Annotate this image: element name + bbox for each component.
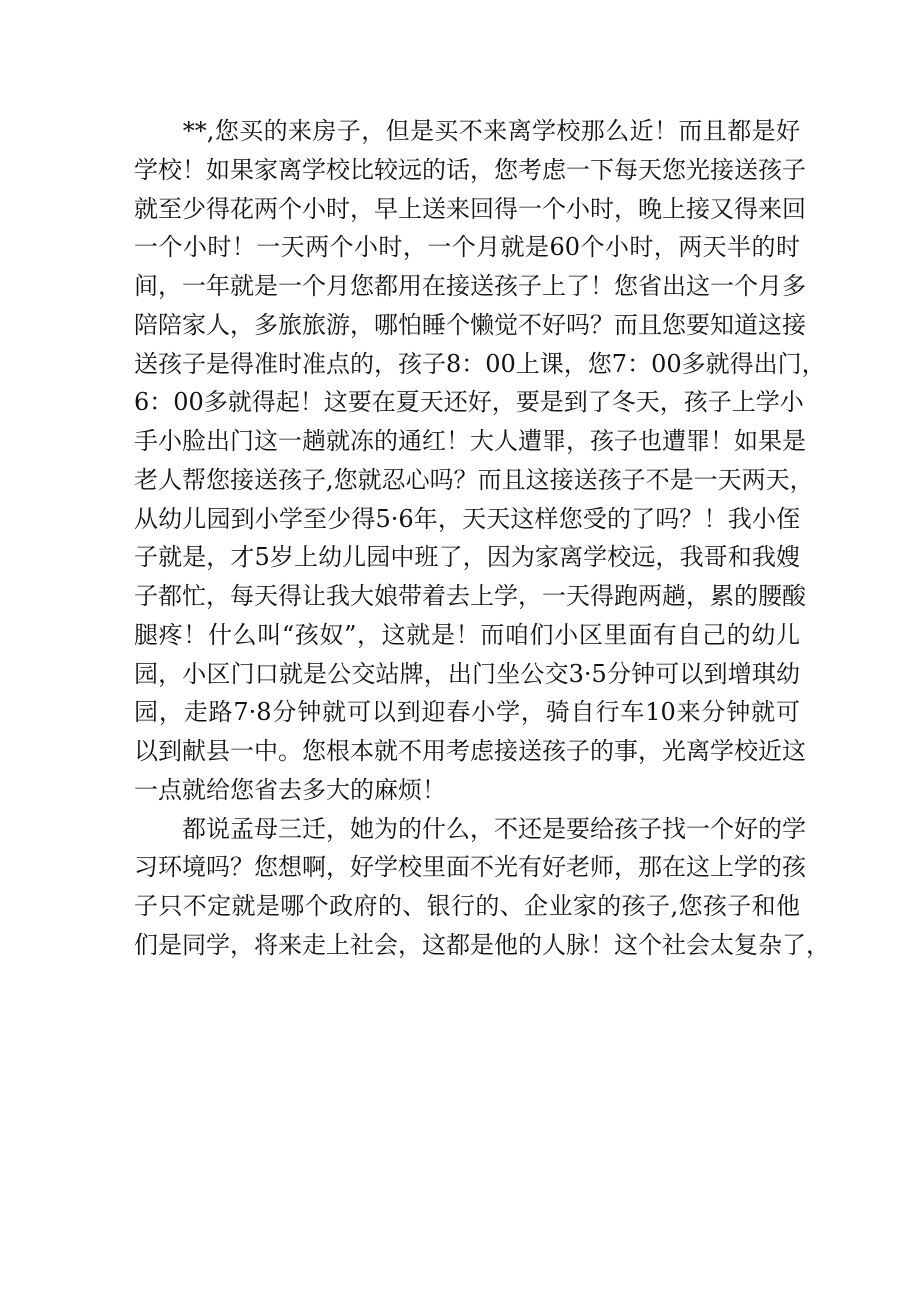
text-line: 园，小区门口就是公交站牌，出门坐公交3·5分钟可以到增琪幼 xyxy=(134,659,800,688)
paragraph-2 xyxy=(134,810,830,965)
text-line: 园，走路7·8分钟就可以到迎春小学，骑自行车10来分钟就可 xyxy=(134,698,800,727)
text-line: 习环境吗？您想啊，好学校里面不光有好老师，那在这上学的孩 xyxy=(134,853,806,882)
text-line: 老人帮您接送孩子,您就忍心吗？而且这接送孩子不是一天两天， xyxy=(134,465,814,494)
text-line: 从幼儿园到小学至少得5·6年，天天这样您受的了吗？！我小侄 xyxy=(134,504,800,533)
text-line: **,您买的来房子，但是买不来离学校那么近！而且都是好 xyxy=(134,117,800,145)
text-line: 陪陪家人，多旅旅游，哪怕睡个懒觉不好吗？而且您要知道这接 xyxy=(134,310,806,339)
text-line: 学校！如果家离学校比较远的话，您考虑一下每天您光接送孩子 xyxy=(134,155,806,184)
text-line: 间，一年就是一个月您都用在接送孩子上了！您省出这一个月多 xyxy=(134,272,806,300)
text-line: 一点就给您省去多大的麻烦！ xyxy=(134,775,446,804)
text-line: 腿疼！什么叫“孩奴”，这就是！而咱们小区里面有自己的幼儿 xyxy=(134,620,800,649)
text-line: 子只不定就是哪个政府的、银行的、企业家的孩子,您孩子和他 xyxy=(134,892,800,920)
document-body xyxy=(134,112,830,965)
text-line: 就至少得花两个小时，早上送来回得一个小时，晚上接又得来回 xyxy=(134,194,806,223)
text-line: 一个小时！一天两个小时，一个月就是60个小时，两天半的时 xyxy=(134,233,800,262)
text-line: 子就是，才5岁上幼儿园中班了，因为家离学校远，我哥和我嫂 xyxy=(134,543,800,572)
text-line: 以到献县一中。您根本就不用考虑接送孩子的事，光离学校近这 xyxy=(134,737,806,765)
text-line: 子都忙，每天得让我大娘带着去上学，一天得跑两趟，累的腰酸 xyxy=(134,582,806,610)
text-line: 送孩子是得准时准点的，孩子8：00上课，您7：00多就得出门， xyxy=(134,349,826,378)
paragraph-1 xyxy=(134,112,826,810)
text-line: 们是同学，将来走上社会，这都是他的人脉！这个社会太复杂了， xyxy=(134,930,830,959)
text-line: 手小脸出门这一趟就冻的通红！大人遭罪，孩子也遭罪！如果是 xyxy=(134,427,806,455)
text-line: 6：00多就得起！这要在夏天还好，要是到了冬天，孩子上学小 xyxy=(134,388,804,417)
text-line: 都说孟母三迁，她为的什么，不还是要给孩子找一个好的学 xyxy=(134,814,806,843)
